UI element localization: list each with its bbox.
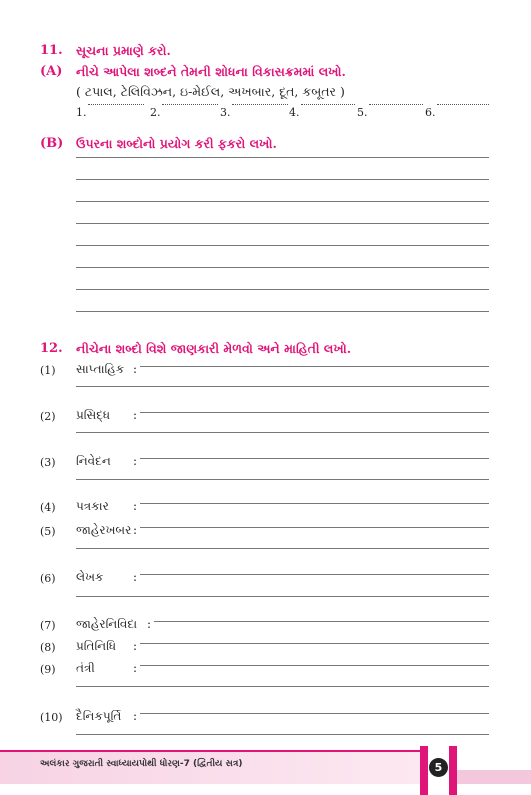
- item-colon: :: [133, 362, 138, 376]
- item-colon: :: [133, 639, 138, 653]
- item-word: પત્રકાર: [76, 499, 109, 513]
- item-number: (8): [40, 641, 56, 654]
- footer-band-right: [457, 770, 531, 784]
- item-number: (10): [40, 711, 63, 724]
- page-number: 5: [429, 758, 448, 777]
- writing-line: [76, 201, 489, 202]
- q12-title: નીચેના શબ્દો વિશે જાણકારી મેળવો અને માહિતી લખો.: [76, 341, 352, 356]
- answer-line[interactable]: [76, 432, 489, 433]
- answer-line[interactable]: [140, 643, 489, 644]
- item-colon: :: [133, 570, 138, 584]
- item-number: (1): [40, 364, 56, 377]
- blank-number: 6.: [425, 106, 436, 119]
- item-colon: :: [133, 523, 138, 537]
- q11-number: 11.: [40, 43, 63, 58]
- q12-number: 12.: [40, 341, 63, 356]
- footer-tab-right: [449, 746, 457, 795]
- item-colon: :: [133, 408, 138, 422]
- footer-tab-left: [420, 746, 428, 795]
- writing-line: [76, 311, 489, 312]
- blank-line[interactable]: [437, 104, 489, 105]
- answer-line[interactable]: [140, 412, 489, 413]
- q11a-word-list: ( ટપાલ, ટેલિવિઝન, ઇ-મેઈલ, અખબાર, દૂત, કબૂતર ): [76, 84, 345, 99]
- writing-line: [76, 267, 489, 268]
- item-colon: :: [133, 709, 138, 723]
- answer-line[interactable]: [140, 665, 489, 666]
- item-number: (3): [40, 456, 56, 469]
- item-colon: :: [133, 661, 138, 675]
- answer-line[interactable]: [154, 621, 489, 622]
- writing-line: [76, 179, 489, 180]
- blank-line[interactable]: [369, 104, 423, 105]
- q11b-label: (B): [40, 136, 64, 151]
- item-word: દૈનિકપૂર્તિ: [76, 709, 122, 723]
- q11b-instruction: ઉપરના શબ્દોનો પ્રયોગ કરી ફકરો લખો.: [76, 136, 277, 151]
- blank-line[interactable]: [301, 104, 355, 105]
- blank-line[interactable]: [162, 104, 218, 105]
- item-word: જાહેરખબર: [76, 523, 132, 537]
- blank-number: 4.: [289, 106, 300, 119]
- item-word: નિવેદન: [76, 454, 111, 468]
- item-word: જાહેરનિવિદા: [76, 617, 138, 631]
- blank-line[interactable]: [88, 104, 144, 105]
- answer-line[interactable]: [76, 686, 489, 687]
- blank-line[interactable]: [232, 104, 288, 105]
- footer-book-title: અલંકાર ગુજરાતી સ્વાધ્યાયપોથી ધોરણ-7 (દ્વિતીય સત્ર): [40, 759, 243, 769]
- item-word: લેખક: [76, 570, 104, 584]
- answer-line[interactable]: [140, 574, 489, 575]
- blank-number: 5.: [357, 106, 368, 119]
- answer-line[interactable]: [140, 713, 489, 714]
- item-word: સાપ્તાહિક: [76, 362, 125, 376]
- item-colon: :: [147, 617, 152, 631]
- item-word: પ્રસિદ્ધ: [76, 408, 111, 422]
- answer-line[interactable]: [140, 458, 489, 459]
- answer-line[interactable]: [140, 527, 489, 528]
- item-colon: :: [133, 499, 138, 513]
- q11-title: સૂચના પ્રમાણે કરો.: [76, 43, 171, 58]
- answer-line[interactable]: [76, 548, 489, 549]
- q11a-instruction: નીચે આપેલા શબ્દને તેમની શોધના વિકાસક્રમમાં લખો.: [76, 64, 346, 79]
- writing-line: [76, 245, 489, 246]
- item-number: (7): [40, 619, 56, 632]
- item-number: (9): [40, 663, 56, 676]
- writing-line: [76, 223, 489, 224]
- answer-line[interactable]: [76, 479, 489, 480]
- item-number: (6): [40, 572, 56, 585]
- item-word: પ્રતિનિધિ: [76, 639, 117, 653]
- answer-line[interactable]: [140, 366, 489, 367]
- answer-line[interactable]: [76, 734, 489, 735]
- answer-line[interactable]: [140, 503, 489, 504]
- blank-number: 3.: [220, 106, 231, 119]
- item-word: તંત્રી: [76, 661, 95, 675]
- item-number: (5): [40, 525, 56, 538]
- writing-line: [76, 157, 489, 158]
- item-number: (4): [40, 501, 56, 514]
- answer-line[interactable]: [76, 386, 489, 387]
- writing-line: [76, 289, 489, 290]
- blank-number: 1.: [76, 106, 87, 119]
- q11a-label: (A): [40, 64, 63, 79]
- answer-line[interactable]: [76, 596, 489, 597]
- footer-rule: [0, 750, 420, 752]
- page-footer: [0, 746, 531, 795]
- item-colon: :: [133, 454, 138, 468]
- item-number: (2): [40, 410, 56, 423]
- blank-number: 2.: [150, 106, 161, 119]
